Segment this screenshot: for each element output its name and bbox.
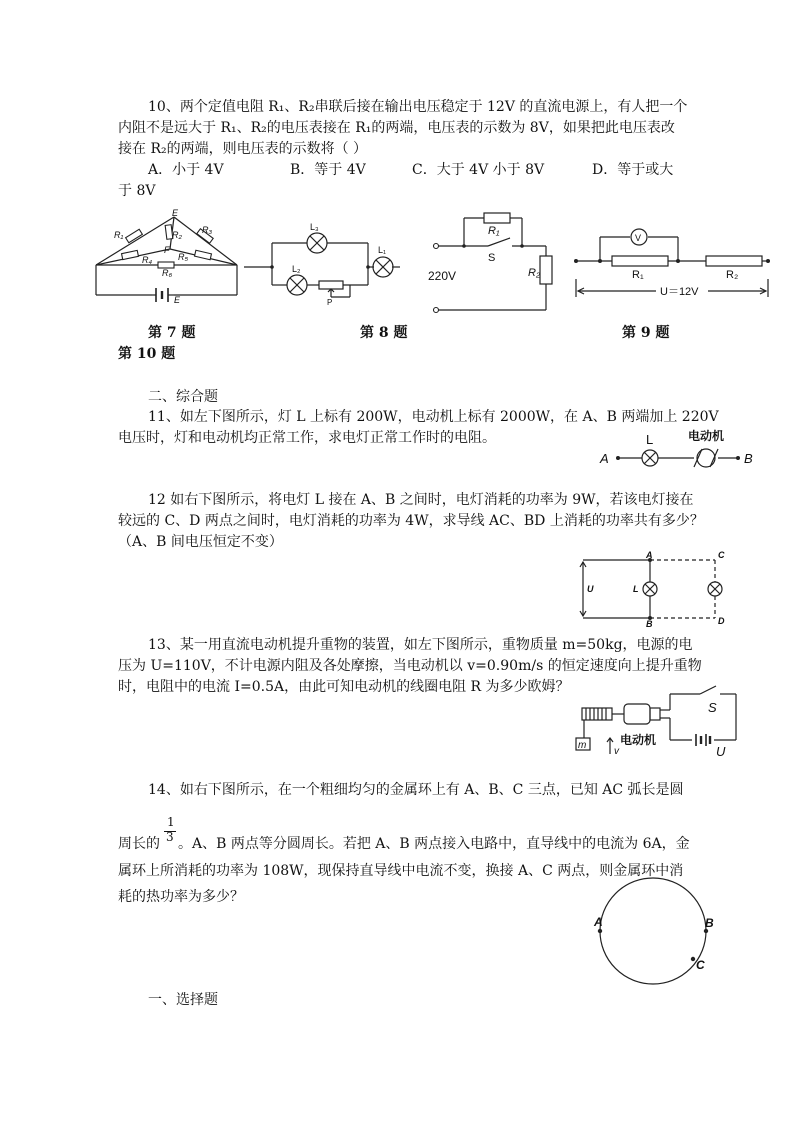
fig10-label-u: U＝12V — [660, 286, 699, 298]
q12-line-3: （A、B 间电压恒定不变） — [118, 534, 283, 550]
q10-line-3: 接在 R₂的两端，则电压表的示数将（ ） — [118, 141, 368, 157]
fig7-triangle-circuit — [92, 205, 252, 305]
q12-fig-label-d: D — [718, 616, 725, 626]
fig10-label-r2: R₂ — [726, 269, 739, 281]
caption-fig10: 第 10 题 — [118, 346, 176, 362]
q14-frac-den: 3 — [166, 830, 174, 844]
fig8-label-l1: L₁ — [378, 245, 387, 255]
q13-line-1: 13、某一用直流电动机提升重物的装置，如左下图所示，重物质量 m=50kg，电源的电 — [148, 637, 693, 653]
q13-fig-label-motor: 电动机 — [620, 733, 657, 747]
fig7-label-r3: R₃ — [202, 225, 213, 235]
q11-fig-label-b: B — [744, 451, 753, 466]
fig9-label-r1: R₁ — [488, 225, 500, 237]
q10-option-d-cont: 于 8V — [118, 183, 156, 199]
fig8-label-l2: L₂ — [292, 264, 301, 274]
fig10-label-r1: R₁ — [632, 269, 644, 281]
q13-line-2: 压为 U=110V，不计电源内阻及各处摩擦，当电动机以 v=0.90m/s 的恒定速度向上提升重物 — [118, 658, 702, 674]
q11-lamp-motor-figure — [598, 428, 768, 468]
fig10-voltmeter-circuit — [572, 215, 772, 305]
q13-motor-lift-figure — [574, 684, 749, 762]
q11-line-2: 电压时，灯和电动机均正常工作，求电灯正常工作时的电阻。 — [118, 430, 496, 446]
q14-line-3: 属环上所消耗的功率为 108W，现保持直导线中电流不变，换接 A、C 两点，则金属环中消 — [118, 863, 684, 879]
q10-option-d: D．等于或大 — [592, 162, 674, 178]
q12-fig-label-c: C — [718, 550, 725, 560]
fig9-label-r2: R₂ — [528, 267, 541, 279]
fig7-label-f: F — [164, 245, 170, 255]
q14-fig-label-b: B — [705, 916, 714, 930]
q10-option-c: C．大于 4V 小于 8V — [412, 162, 545, 178]
q11-fig-label-motor: 电动机 — [688, 429, 725, 443]
q10-line-1: 10、两个定值电阻 R₁、R₂串联后接在输出电压稳定于 12V 的直流电源上，有人把一个 — [148, 99, 688, 115]
q11-line-1: 11、如左下图所示，灯 L 上标有 200W，电动机上标有 2000W，在 A、B 两端加上 220V — [148, 409, 719, 425]
fig9-label-220v: 220V — [428, 269, 457, 283]
fig8-label-p: P — [327, 298, 333, 307]
fig7-label-r2: R₂ — [172, 230, 182, 240]
q14-line-2-post: 。A、B 两点等分圆周长。若把 A、B 两点接入电路中，直导线中的电流为 6A，金 — [178, 836, 690, 852]
q10-option-a: A．小于 4V — [148, 162, 224, 178]
fig7-label-r4: R₄ — [142, 255, 153, 265]
q13-fig-label-u: U — [716, 744, 726, 759]
q14-fig-label-a: A — [594, 915, 603, 929]
q14-ring-figure — [592, 875, 732, 995]
q11-fig-label-l: L — [646, 432, 654, 447]
q13-line-3: 时，电阻中的电流 I=0.5A，由此可知电动机的线圈电阻 R 为多少欧姆？ — [118, 679, 570, 695]
q12-line-1: 12 如右下图所示，将电灯 L 接在 A、B 之间时，电灯消耗的功率为 9W，若该电灯接在 — [148, 492, 694, 508]
q14-line-1: 14、如右下图所示，在一个粗细均匀的金属环上有 A、B、C 三点，已知 AC 弧长是圆 — [148, 782, 684, 798]
fig7-label-e-bot: E — [174, 295, 181, 305]
q12-fig-label-u: U — [587, 584, 594, 594]
fig8-label-l3: L₃ — [310, 222, 319, 232]
q12-fig-label-b: B — [646, 619, 653, 629]
fig7-label-r5: R₅ — [178, 252, 189, 262]
q14-line-2-pre: 周长的 — [118, 836, 160, 852]
q10-option-b: B．等于 4V — [290, 162, 366, 178]
q14-fig-label-c: C — [696, 958, 705, 972]
section-1-heading: 一、选择题 — [148, 992, 218, 1008]
q12-lamp-figure — [575, 552, 735, 627]
q12-fig-label-l: L — [633, 584, 639, 594]
fig10-label-v: V — [635, 233, 642, 243]
q14-frac-num: 1 — [167, 815, 175, 829]
q12-line-2: 较远的 C、D 两点之间时，电灯消耗的功率为 4W，求导线 AC、BD 上消耗的功率共有多少？ — [118, 513, 704, 529]
fig9-switch-circuit — [424, 208, 554, 318]
fig8-lamp-circuit — [240, 222, 400, 307]
q13-fig-label-v: v — [614, 746, 619, 757]
section-2-heading: 二、综合题 — [148, 389, 218, 405]
fig7-label-r1: R₁ — [114, 230, 124, 240]
caption-fig9: 第 9 题 — [622, 325, 670, 341]
fig9-label-s: S — [488, 252, 496, 264]
q11-fig-label-a: A — [600, 451, 609, 466]
fig7-label-r6: R₆ — [162, 268, 173, 278]
q13-fig-label-s: S — [708, 700, 717, 715]
caption-fig8: 第 8 题 — [360, 325, 408, 341]
q10-line-2: 内阻不是远大于 R₁、R₂的电压表接在 R₁的两端，电压表的示数为 8V，如果把此电压表改 — [118, 120, 675, 136]
caption-fig7: 第 7 题 — [148, 325, 196, 341]
q12-fig-label-a: A — [646, 550, 653, 560]
q14-line-4: 耗的热功率为多少？ — [118, 889, 244, 905]
q13-fig-label-m: m — [578, 740, 587, 751]
fig7-label-e-top: E — [172, 208, 179, 218]
